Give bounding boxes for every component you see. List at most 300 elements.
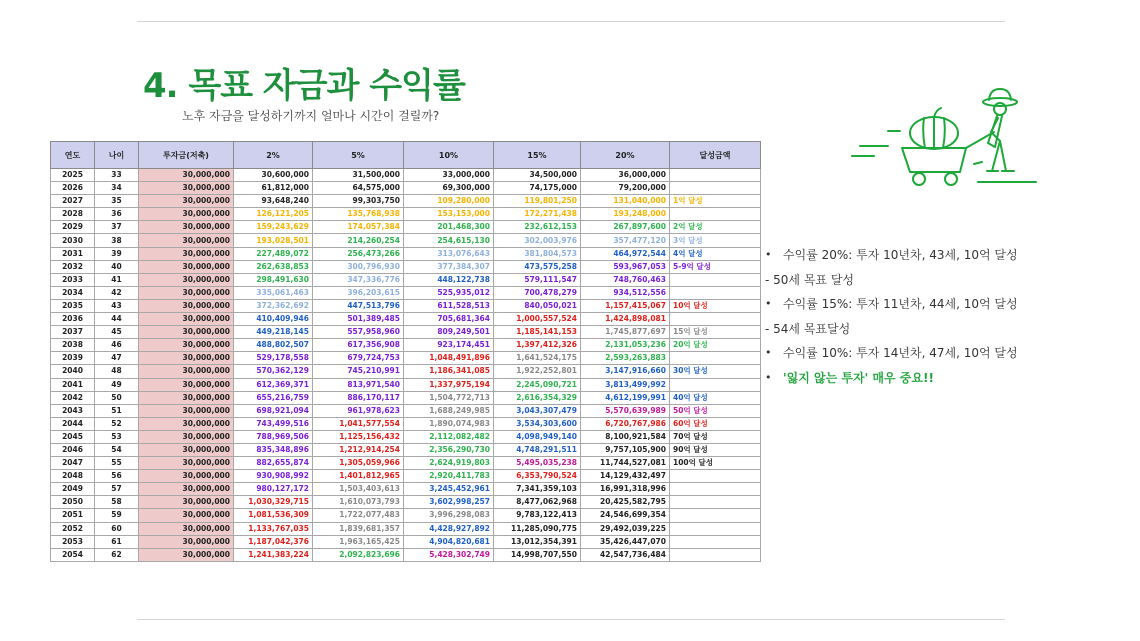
table-row bbox=[51, 535, 761, 548]
table-row bbox=[51, 509, 761, 522]
rate-10-cell: 1,688,249,985 bbox=[404, 404, 494, 417]
rate-10-cell: 923,174,451 bbox=[404, 339, 494, 352]
rate-5-cell: 501,389,485 bbox=[313, 313, 404, 326]
age-cell: 60 bbox=[95, 522, 139, 535]
year-cell: 2038 bbox=[51, 339, 95, 352]
rate-20-cell: 748,760,463 bbox=[581, 273, 670, 286]
rate-5-cell: 396,203,615 bbox=[313, 286, 404, 299]
rate-5-cell: 1,125,156,432 bbox=[313, 430, 404, 443]
column-header: 5% bbox=[313, 142, 404, 169]
milestone-cell: 50억 달성 bbox=[670, 404, 761, 417]
investment-cell: 30,000,000 bbox=[139, 470, 234, 483]
year-cell: 2031 bbox=[51, 247, 95, 260]
table-row bbox=[51, 169, 761, 182]
rate-10-cell: 4,428,927,892 bbox=[404, 522, 494, 535]
year-cell: 2054 bbox=[51, 548, 95, 561]
rate-5-cell: 617,356,908 bbox=[313, 339, 404, 352]
rate-10-cell: 1,890,074,983 bbox=[404, 417, 494, 430]
milestone-cell bbox=[670, 286, 761, 299]
note-text: 수익률 10%: 투자 14년차, 47세, 10억 달성 bbox=[783, 346, 1018, 360]
investment-cell: 30,000,000 bbox=[139, 352, 234, 365]
milestone-cell: 2억 달성 bbox=[670, 221, 761, 234]
investment-cell: 30,000,000 bbox=[139, 286, 234, 299]
rate-20-cell: 464,972,544 bbox=[581, 247, 670, 260]
rate-2-cell: 372,362,692 bbox=[234, 299, 313, 312]
rate-20-cell: 357,477,120 bbox=[581, 234, 670, 247]
rate-2-cell: 227,489,072 bbox=[234, 247, 313, 260]
rate-15-cell: 13,012,354,391 bbox=[494, 535, 581, 548]
year-cell: 2035 bbox=[51, 299, 95, 312]
page-title: 4. 목표 자금과 수익률 bbox=[143, 66, 465, 106]
rate-15-cell: 7,341,359,103 bbox=[494, 483, 581, 496]
year-cell: 2029 bbox=[51, 221, 95, 234]
year-cell: 2033 bbox=[51, 273, 95, 286]
investment-cell: 30,000,000 bbox=[139, 509, 234, 522]
table-row bbox=[51, 182, 761, 195]
year-cell: 2040 bbox=[51, 365, 95, 378]
rate-10-cell: 809,249,501 bbox=[404, 326, 494, 339]
rate-2-cell: 1,241,383,224 bbox=[234, 548, 313, 561]
milestone-cell: 10억 달성 bbox=[670, 299, 761, 312]
rate-2-cell: 488,802,507 bbox=[234, 339, 313, 352]
rate-10-cell: 1,504,772,713 bbox=[404, 391, 494, 404]
rate-5-cell: 31,500,000 bbox=[313, 169, 404, 182]
rate-5-cell: 174,057,384 bbox=[313, 221, 404, 234]
age-cell: 51 bbox=[95, 404, 139, 417]
rate-5-cell: 1,722,077,483 bbox=[313, 509, 404, 522]
rate-15-cell: 172,271,438 bbox=[494, 208, 581, 221]
rate-20-cell: 1,745,877,697 bbox=[581, 326, 670, 339]
top-divider bbox=[137, 21, 1005, 22]
rate-2-cell: 1,081,536,309 bbox=[234, 509, 313, 522]
rate-5-cell: 961,978,623 bbox=[313, 404, 404, 417]
table-row bbox=[51, 352, 761, 365]
age-cell: 52 bbox=[95, 417, 139, 430]
milestone-cell: 5-9억 달성 bbox=[670, 260, 761, 273]
column-header: 연도 bbox=[51, 142, 95, 169]
rate-10-cell: 611,528,513 bbox=[404, 299, 494, 312]
investment-cell: 30,000,000 bbox=[139, 365, 234, 378]
age-cell: 48 bbox=[95, 365, 139, 378]
rate-15-cell: 3,043,307,479 bbox=[494, 404, 581, 417]
table-row bbox=[51, 430, 761, 443]
rate-15-cell: 579,111,547 bbox=[494, 273, 581, 286]
rate-15-cell: 473,575,258 bbox=[494, 260, 581, 273]
note-text: - 54세 목표달성 bbox=[765, 321, 851, 336]
rate-15-cell: 302,003,976 bbox=[494, 234, 581, 247]
rate-20-cell: 24,546,699,354 bbox=[581, 509, 670, 522]
investment-cell: 30,000,000 bbox=[139, 169, 234, 182]
column-header: 투자금(저축) bbox=[139, 142, 234, 169]
rate-15-cell: 3,534,303,600 bbox=[494, 417, 581, 430]
rate-15-cell: 74,175,000 bbox=[494, 182, 581, 195]
rate-5-cell: 300,796,930 bbox=[313, 260, 404, 273]
table-row bbox=[51, 365, 761, 378]
rate-20-cell: 20,425,582,795 bbox=[581, 496, 670, 509]
rate-5-cell: 1,212,914,254 bbox=[313, 443, 404, 456]
milestone-cell: 30억 달성 bbox=[670, 365, 761, 378]
rate-10-cell: 109,280,000 bbox=[404, 195, 494, 208]
milestone-cell bbox=[670, 313, 761, 326]
rate-2-cell: 980,127,172 bbox=[234, 483, 313, 496]
rate-15-cell: 6,353,790,524 bbox=[494, 470, 581, 483]
rate-5-cell: 64,575,000 bbox=[313, 182, 404, 195]
year-cell: 2053 bbox=[51, 535, 95, 548]
table-row bbox=[51, 208, 761, 221]
rate-15-cell: 4,748,291,511 bbox=[494, 443, 581, 456]
milestone-cell: 70억 달성 bbox=[670, 430, 761, 443]
rate-10-cell: 525,935,012 bbox=[404, 286, 494, 299]
milestone-cell: 15억 달성 bbox=[670, 326, 761, 339]
investment-cell: 30,000,000 bbox=[139, 522, 234, 535]
age-cell: 34 bbox=[95, 182, 139, 195]
rate-15-cell: 2,245,090,721 bbox=[494, 378, 581, 391]
milestone-cell bbox=[670, 182, 761, 195]
rate-20-cell: 6,720,767,986 bbox=[581, 417, 670, 430]
investment-cell: 30,000,000 bbox=[139, 195, 234, 208]
rate-10-cell: 33,000,000 bbox=[404, 169, 494, 182]
rate-15-cell: 232,612,153 bbox=[494, 221, 581, 234]
rate-5-cell: 745,210,991 bbox=[313, 365, 404, 378]
rate-20-cell: 79,200,000 bbox=[581, 182, 670, 195]
table-row bbox=[51, 548, 761, 561]
milestone-cell: 60억 달성 bbox=[670, 417, 761, 430]
rate-10-cell: 5,428,302,749 bbox=[404, 548, 494, 561]
column-header: 2% bbox=[234, 142, 313, 169]
rate-5-cell: 679,724,753 bbox=[313, 352, 404, 365]
table-row bbox=[51, 522, 761, 535]
investment-cell: 30,000,000 bbox=[139, 247, 234, 260]
age-cell: 62 bbox=[95, 548, 139, 561]
table-row bbox=[51, 483, 761, 496]
rate-15-cell: 9,783,122,413 bbox=[494, 509, 581, 522]
investment-cell: 30,000,000 bbox=[139, 299, 234, 312]
note-text: '잃지 않는 투자' 매우 중요!! bbox=[783, 370, 934, 385]
rate-20-cell: 4,612,199,991 bbox=[581, 391, 670, 404]
rate-20-cell: 193,248,000 bbox=[581, 208, 670, 221]
year-cell: 2039 bbox=[51, 352, 95, 365]
year-cell: 2030 bbox=[51, 234, 95, 247]
rate-10-cell: 3,996,298,083 bbox=[404, 509, 494, 522]
rate-20-cell: 5,570,639,989 bbox=[581, 404, 670, 417]
rate-20-cell: 593,967,053 bbox=[581, 260, 670, 273]
rate-10-cell: 448,122,738 bbox=[404, 273, 494, 286]
rate-10-cell: 377,384,307 bbox=[404, 260, 494, 273]
rate-10-cell: 2,920,411,783 bbox=[404, 470, 494, 483]
rate-10-cell: 2,624,919,803 bbox=[404, 457, 494, 470]
rate-15-cell: 5,495,035,238 bbox=[494, 457, 581, 470]
rate-15-cell: 8,477,062,968 bbox=[494, 496, 581, 509]
table-header-row bbox=[51, 142, 761, 169]
rate-2-cell: 570,362,129 bbox=[234, 365, 313, 378]
rate-15-cell: 381,804,573 bbox=[494, 247, 581, 260]
age-cell: 37 bbox=[95, 221, 139, 234]
rate-5-cell: 1,839,681,357 bbox=[313, 522, 404, 535]
age-cell: 53 bbox=[95, 430, 139, 443]
rate-20-cell: 2,593,263,883 bbox=[581, 352, 670, 365]
rate-5-cell: 2,092,823,696 bbox=[313, 548, 404, 561]
bullet-note bbox=[765, 344, 1065, 369]
rate-15-cell: 14,998,707,550 bbox=[494, 548, 581, 561]
rate-2-cell: 159,243,629 bbox=[234, 221, 313, 234]
milestone-cell: 4억 달성 bbox=[670, 247, 761, 260]
note-text: - 50세 목표 달성 bbox=[765, 272, 855, 287]
rate-10-cell: 254,615,130 bbox=[404, 234, 494, 247]
table-row bbox=[51, 443, 761, 456]
rate-20-cell: 16,991,318,996 bbox=[581, 483, 670, 496]
rate-2-cell: 655,216,759 bbox=[234, 391, 313, 404]
column-header: 15% bbox=[494, 142, 581, 169]
investment-cell: 30,000,000 bbox=[139, 430, 234, 443]
year-cell: 2046 bbox=[51, 443, 95, 456]
milestone-cell bbox=[670, 470, 761, 483]
table-row bbox=[51, 195, 761, 208]
investment-cell: 30,000,000 bbox=[139, 457, 234, 470]
milestone-cell bbox=[670, 378, 761, 391]
rate-20-cell: 934,512,556 bbox=[581, 286, 670, 299]
investment-cell: 30,000,000 bbox=[139, 260, 234, 273]
investment-cell: 30,000,000 bbox=[139, 221, 234, 234]
table-row bbox=[51, 470, 761, 483]
table-row bbox=[51, 417, 761, 430]
rate-2-cell: 529,178,558 bbox=[234, 352, 313, 365]
rate-2-cell: 1,187,042,376 bbox=[234, 535, 313, 548]
investment-cell: 30,000,000 bbox=[139, 548, 234, 561]
summary-notes bbox=[765, 246, 1065, 393]
rate-15-cell: 119,801,250 bbox=[494, 195, 581, 208]
rate-5-cell: 1,401,812,965 bbox=[313, 470, 404, 483]
rate-2-cell: 882,655,874 bbox=[234, 457, 313, 470]
year-cell: 2032 bbox=[51, 260, 95, 273]
milestone-cell bbox=[670, 273, 761, 286]
column-header: 나이 bbox=[95, 142, 139, 169]
bullet-note bbox=[765, 246, 1065, 271]
rate-15-cell: 1,000,557,524 bbox=[494, 313, 581, 326]
rate-20-cell: 8,100,921,584 bbox=[581, 430, 670, 443]
milestone-cell bbox=[670, 169, 761, 182]
rate-5-cell: 256,473,266 bbox=[313, 247, 404, 260]
age-cell: 36 bbox=[95, 208, 139, 221]
milestone-cell bbox=[670, 522, 761, 535]
year-cell: 2048 bbox=[51, 470, 95, 483]
rate-2-cell: 1,030,329,715 bbox=[234, 496, 313, 509]
rate-15-cell: 11,285,090,775 bbox=[494, 522, 581, 535]
rate-20-cell: 35,426,447,070 bbox=[581, 535, 670, 548]
investment-cell: 30,000,000 bbox=[139, 535, 234, 548]
rate-15-cell: 34,500,000 bbox=[494, 169, 581, 182]
year-cell: 2025 bbox=[51, 169, 95, 182]
year-cell: 2034 bbox=[51, 286, 95, 299]
rate-2-cell: 410,409,946 bbox=[234, 313, 313, 326]
rate-2-cell: 262,638,853 bbox=[234, 260, 313, 273]
rate-10-cell: 705,681,364 bbox=[404, 313, 494, 326]
page-subtitle: 노후 자금을 달성하기까지 얼마나 시간이 걸릴까? bbox=[182, 109, 440, 123]
milestone-cell bbox=[670, 483, 761, 496]
table-row bbox=[51, 247, 761, 260]
rate-2-cell: 698,921,094 bbox=[234, 404, 313, 417]
investment-cell: 30,000,000 bbox=[139, 483, 234, 496]
savings-growth-table bbox=[50, 141, 761, 562]
rate-20-cell: 3,147,916,660 bbox=[581, 365, 670, 378]
rate-10-cell: 313,076,643 bbox=[404, 247, 494, 260]
rate-15-cell: 1,641,524,175 bbox=[494, 352, 581, 365]
year-cell: 2027 bbox=[51, 195, 95, 208]
rate-2-cell: 126,121,205 bbox=[234, 208, 313, 221]
rate-5-cell: 1,610,073,793 bbox=[313, 496, 404, 509]
bullet-note bbox=[765, 295, 1065, 320]
investment-cell: 30,000,000 bbox=[139, 391, 234, 404]
rate-15-cell: 1,397,412,326 bbox=[494, 339, 581, 352]
table-row bbox=[51, 234, 761, 247]
rate-20-cell: 131,040,000 bbox=[581, 195, 670, 208]
rate-10-cell: 1,186,341,085 bbox=[404, 365, 494, 378]
rate-20-cell: 36,000,000 bbox=[581, 169, 670, 182]
rate-2-cell: 612,369,371 bbox=[234, 378, 313, 391]
rate-2-cell: 61,812,000 bbox=[234, 182, 313, 195]
rate-20-cell: 29,492,039,225 bbox=[581, 522, 670, 535]
year-cell: 2050 bbox=[51, 496, 95, 509]
age-cell: 45 bbox=[95, 326, 139, 339]
rate-5-cell: 99,303,750 bbox=[313, 195, 404, 208]
age-cell: 38 bbox=[95, 234, 139, 247]
age-cell: 55 bbox=[95, 457, 139, 470]
rate-10-cell: 3,602,998,257 bbox=[404, 496, 494, 509]
rate-2-cell: 93,648,240 bbox=[234, 195, 313, 208]
age-cell: 49 bbox=[95, 378, 139, 391]
rate-10-cell: 2,356,290,730 bbox=[404, 443, 494, 456]
sub-note bbox=[765, 271, 1065, 296]
table-row bbox=[51, 457, 761, 470]
rate-15-cell: 2,616,354,329 bbox=[494, 391, 581, 404]
rate-20-cell: 11,744,527,081 bbox=[581, 457, 670, 470]
milestone-cell bbox=[670, 509, 761, 522]
age-cell: 35 bbox=[95, 195, 139, 208]
year-cell: 2037 bbox=[51, 326, 95, 339]
year-cell: 2026 bbox=[51, 182, 95, 195]
bullet-note bbox=[765, 369, 1065, 394]
table-row bbox=[51, 378, 761, 391]
rate-10-cell: 1,048,491,896 bbox=[404, 352, 494, 365]
investment-cell: 30,000,000 bbox=[139, 273, 234, 286]
column-header: 10% bbox=[404, 142, 494, 169]
age-cell: 50 bbox=[95, 391, 139, 404]
rate-20-cell: 1,157,415,067 bbox=[581, 299, 670, 312]
rate-2-cell: 298,491,630 bbox=[234, 273, 313, 286]
farmer-pushing-pumpkin-cart-icon bbox=[848, 85, 1040, 193]
rate-2-cell: 449,218,145 bbox=[234, 326, 313, 339]
rate-5-cell: 886,170,117 bbox=[313, 391, 404, 404]
rate-5-cell: 813,971,540 bbox=[313, 378, 404, 391]
milestone-cell bbox=[670, 496, 761, 509]
milestone-cell: 20억 달성 bbox=[670, 339, 761, 352]
age-cell: 57 bbox=[95, 483, 139, 496]
milestone-cell bbox=[670, 535, 761, 548]
age-cell: 54 bbox=[95, 443, 139, 456]
age-cell: 39 bbox=[95, 247, 139, 260]
rate-20-cell: 42,547,736,484 bbox=[581, 548, 670, 561]
investment-cell: 30,000,000 bbox=[139, 339, 234, 352]
age-cell: 58 bbox=[95, 496, 139, 509]
rate-5-cell: 347,336,776 bbox=[313, 273, 404, 286]
age-cell: 44 bbox=[95, 313, 139, 326]
age-cell: 59 bbox=[95, 509, 139, 522]
rate-2-cell: 788,969,506 bbox=[234, 430, 313, 443]
milestone-cell: 100억 달성 bbox=[670, 457, 761, 470]
age-cell: 42 bbox=[95, 286, 139, 299]
investment-cell: 30,000,000 bbox=[139, 496, 234, 509]
table-row bbox=[51, 496, 761, 509]
rate-2-cell: 193,028,501 bbox=[234, 234, 313, 247]
rate-5-cell: 1,503,403,613 bbox=[313, 483, 404, 496]
rate-5-cell: 1,963,165,425 bbox=[313, 535, 404, 548]
rate-5-cell: 214,260,254 bbox=[313, 234, 404, 247]
rate-5-cell: 1,305,059,966 bbox=[313, 457, 404, 470]
rate-15-cell: 700,478,279 bbox=[494, 286, 581, 299]
rate-10-cell: 3,245,452,961 bbox=[404, 483, 494, 496]
table-row bbox=[51, 221, 761, 234]
age-cell: 61 bbox=[95, 535, 139, 548]
rate-20-cell: 14,129,432,497 bbox=[581, 470, 670, 483]
investment-cell: 30,000,000 bbox=[139, 443, 234, 456]
rate-2-cell: 30,600,000 bbox=[234, 169, 313, 182]
table-row bbox=[51, 391, 761, 404]
milestone-cell bbox=[670, 352, 761, 365]
table-body bbox=[51, 169, 761, 562]
year-cell: 2045 bbox=[51, 430, 95, 443]
investment-cell: 30,000,000 bbox=[139, 234, 234, 247]
rate-15-cell: 840,050,021 bbox=[494, 299, 581, 312]
investment-cell: 30,000,000 bbox=[139, 182, 234, 195]
milestone-cell: 3억 달성 bbox=[670, 234, 761, 247]
rate-20-cell: 267,897,600 bbox=[581, 221, 670, 234]
age-cell: 41 bbox=[95, 273, 139, 286]
investment-cell: 30,000,000 bbox=[139, 378, 234, 391]
investment-cell: 30,000,000 bbox=[139, 208, 234, 221]
year-cell: 2043 bbox=[51, 404, 95, 417]
milestone-cell bbox=[670, 208, 761, 221]
year-cell: 2051 bbox=[51, 509, 95, 522]
rate-15-cell: 1,185,141,153 bbox=[494, 326, 581, 339]
investment-cell: 30,000,000 bbox=[139, 417, 234, 430]
table-row bbox=[51, 286, 761, 299]
rate-15-cell: 4,098,949,140 bbox=[494, 430, 581, 443]
age-cell: 47 bbox=[95, 352, 139, 365]
rate-20-cell: 9,757,105,900 bbox=[581, 443, 670, 456]
year-cell: 2036 bbox=[51, 313, 95, 326]
table-row bbox=[51, 273, 761, 286]
age-cell: 46 bbox=[95, 339, 139, 352]
age-cell: 33 bbox=[95, 169, 139, 182]
column-header: 20% bbox=[581, 142, 670, 169]
rate-10-cell: 2,112,082,482 bbox=[404, 430, 494, 443]
milestone-cell: 90억 달성 bbox=[670, 443, 761, 456]
table-row bbox=[51, 313, 761, 326]
rate-20-cell: 2,131,053,236 bbox=[581, 339, 670, 352]
rate-2-cell: 1,133,767,035 bbox=[234, 522, 313, 535]
year-cell: 2028 bbox=[51, 208, 95, 221]
rate-2-cell: 930,908,992 bbox=[234, 470, 313, 483]
rate-5-cell: 135,768,938 bbox=[313, 208, 404, 221]
table-row bbox=[51, 326, 761, 339]
investment-cell: 30,000,000 bbox=[139, 313, 234, 326]
milestone-cell bbox=[670, 548, 761, 561]
year-cell: 2041 bbox=[51, 378, 95, 391]
milestone-cell: 1억 달성 bbox=[670, 195, 761, 208]
sub-note bbox=[765, 320, 1065, 345]
rate-2-cell: 835,348,896 bbox=[234, 443, 313, 456]
rate-20-cell: 3,813,499,992 bbox=[581, 378, 670, 391]
age-cell: 56 bbox=[95, 470, 139, 483]
